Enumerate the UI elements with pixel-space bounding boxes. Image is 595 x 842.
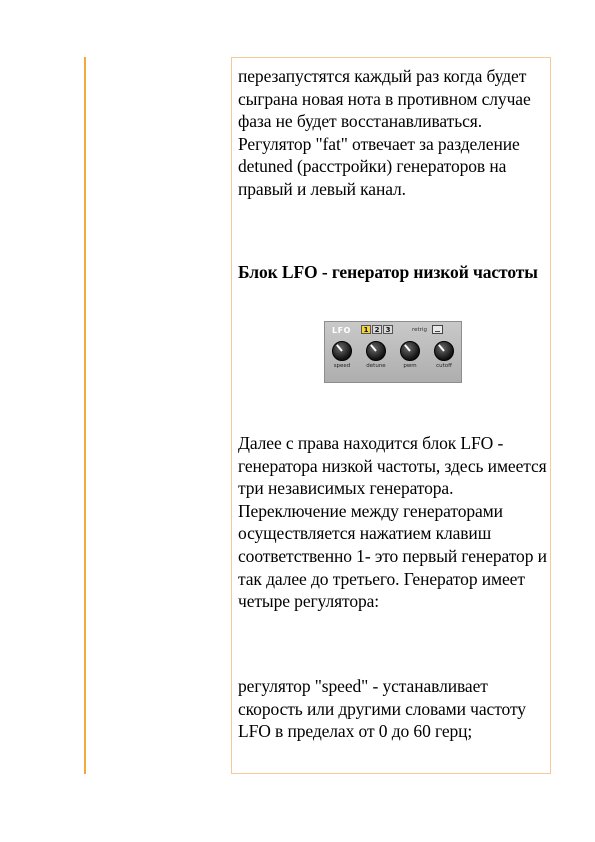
knob-detune <box>362 341 390 369</box>
lfo-button-2: 2 <box>372 325 382 334</box>
paragraph-lfo-description: Далее с права находится блок LFO - генератора низкой частоты, здесь имеется три независимых генератора. Переключение между генераторами осуществляется нажатием клавиш соответственно 1- это первый генератор и так далее до третьего. Генератор имеет четыре регулятора: <box>238 433 547 612</box>
lfo-panel-image <box>324 321 462 383</box>
speed-knob-icon <box>332 341 352 361</box>
left-margin-rule <box>84 57 86 774</box>
lfo-button-1: 1 <box>361 325 371 334</box>
knob-label-cutoff: cutoff <box>436 363 452 369</box>
section-heading: Блок LFO - генератор низкой частоты <box>238 262 538 282</box>
knob-speed <box>328 341 356 369</box>
lfo-title: LFO <box>332 326 351 335</box>
cutoff-knob-icon <box>434 341 454 361</box>
paragraph-speed: регулятор "speed" - устанавливает скорость или другими словами частоту LFO в пределах от 0 до 60 герц; <box>238 676 526 742</box>
content-frame <box>231 57 551 774</box>
pwm-knob-icon <box>400 341 420 361</box>
retrig-checkbox <box>432 325 443 334</box>
knob-label-detune: detune <box>366 363 386 369</box>
knob-label-pwm: pwm <box>403 363 417 369</box>
knob-pwm <box>396 341 424 369</box>
lfo-generator-buttons <box>361 325 393 334</box>
detune-knob-icon <box>366 341 386 361</box>
lfo-button-3: 3 <box>383 325 393 334</box>
knob-cutoff <box>430 341 458 369</box>
knob-label-speed: speed <box>333 363 351 369</box>
paragraph-phase: перезапустятся каждый раз когда будет сыграна новая нота в противном случае фаза не будет восстанавливаться. Регулятор "fat" отвечает за разделение detuned (расстройки) генераторов на правый и левый канал. <box>238 66 531 199</box>
retrig-label: retrig <box>412 327 427 333</box>
